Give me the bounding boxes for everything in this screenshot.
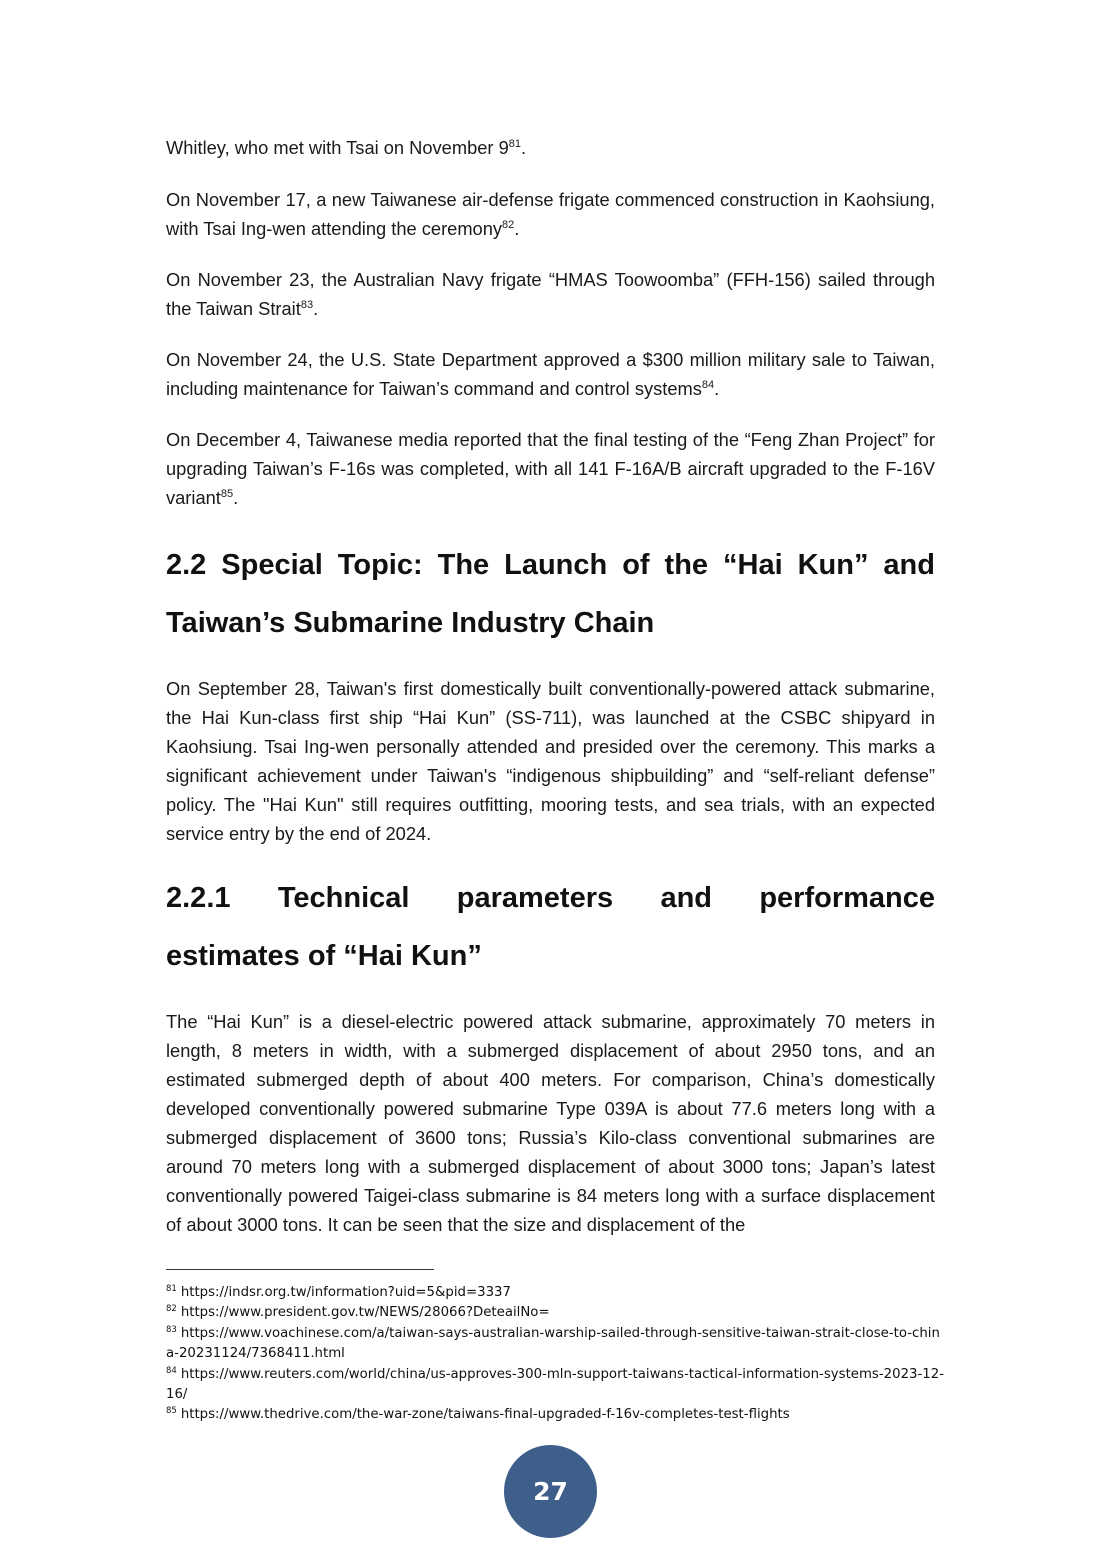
footnote-ref[interactable]: 83	[300, 299, 314, 311]
paragraph-tail: .	[233, 487, 239, 508]
page-number-badge: 27	[504, 1445, 597, 1538]
footnote-number: 84	[166, 1365, 177, 1376]
footnote-link[interactable]: https://www.president.gov.tw/NEWS/28066?DeteailNo=	[180, 1305, 550, 1321]
footnote-link[interactable]: https://www.reuters.com/world/china/us-approves-300-mln-support-taiwans-tactical-information-systems-2023-12-16/	[166, 1366, 945, 1403]
footnote-number: 83	[166, 1324, 177, 1335]
footnote-link[interactable]: https://www.voachinese.com/a/taiwan-says-australian-warship-sailed-through-sensitive-taiwan-strait-close-to-china-20231124/7368411.html	[166, 1325, 940, 1362]
section-body-paragraph: On September 28, Taiwan's first domestically built conventionally-powered attack submarine, the Hai Kun-class first ship “Hai Kun” (SS-711), was launched at the CSBC shipyard in Kaohsiung. Tsai Ing-wen personally attended and presided over the ceremony. This marks a significant achievement under Taiwan's “indigenous shipbuilding” and “self-reliant defense” policy. The "Hai Kun" still requires outfitting, mooring tests, and sea trials, with an expected service entry by the end of 2024.	[166, 678, 935, 844]
paragraph-hmas-toowoomba	[166, 265, 935, 323]
footnote-ref[interactable]: 85	[220, 488, 234, 500]
footnote-ref[interactable]: 81	[508, 138, 521, 150]
section-heading-line2: Taiwan’s Submarine Industry Chain	[166, 607, 655, 639]
footnote-number: 85	[166, 1406, 177, 1417]
subsection-body-paragraph: The “Hai Kun” is a diesel-electric powered attack submarine, approximately 70 meters in length, 8 meters in width, with a submerged displacement of about 2950 tons, and an estimated submerged depth of about 400 meters. For comparison, China’s domestically developed conventionally powered submarine Type 039A is about 77.6 meters long with a submerged displacement of 3600 tons; Russia’s Kilo-class conventional submarines are around 70 meters long with a submerged displacement of about 3000 tons; Japan’s latest conventionally powered Taigei-class submarine is 84 meters long with a surface displacement of about 3000 tons. It can be seen that the size and displacement of the	[166, 1011, 935, 1235]
paragraph-text: On November 23, the Australian Navy frigate “HMAS Toowoomba” (FFH-156) sailed through the Taiwan Strait	[166, 269, 935, 319]
footnote-number: 82	[166, 1304, 177, 1315]
footnote-link[interactable]: https://www.thedrive.com/the-war-zone/taiwans-final-upgraded-f-16v-completes-test-flights	[180, 1407, 790, 1423]
paragraph-tail: .	[714, 378, 720, 399]
subsection-heading-line2: estimates of “Hai Kun”	[166, 940, 482, 972]
footnote-ref[interactable]: 82	[502, 219, 515, 231]
subsection-heading-line1: 2.2.1 Technical parameters and performance	[166, 882, 935, 914]
paragraph-frigate-construction	[166, 185, 935, 243]
paragraph-tail: .	[521, 137, 527, 158]
footnote-item	[166, 1324, 946, 1365]
footnote-item	[166, 1365, 946, 1406]
paragraph-feng-zhan	[166, 425, 935, 512]
footnote-item	[166, 1283, 946, 1303]
footnote-link[interactable]: https://indsr.org.tw/information?uid=5&pid=3337	[180, 1285, 511, 1300]
footnote-ref[interactable]: 84	[701, 379, 715, 391]
footnote-item	[166, 1303, 946, 1323]
paragraph-military-sale	[166, 345, 935, 403]
section-heading-line1: 2.2 Special Topic: The Launch of the “Hai Kun” and	[166, 549, 935, 581]
paragraph-text: On November 17, a new Taiwanese air-defense frigate commenced construction in Kaohsiung, with Tsai Ing-wen attending the ceremony	[166, 189, 935, 239]
paragraph-whitley	[166, 133, 935, 162]
paragraph-text: On December 4, Taiwanese media reported that the final testing of the “Feng Zhan Project” for upgrading Taiwan’s F-16s was completed, with all 141 F-16A/B aircraft upgraded to the F-16V variant	[166, 429, 935, 508]
paragraph-text: Whitley, who met with Tsai on November 9	[166, 137, 509, 158]
footnote-list	[166, 1283, 946, 1426]
paragraph-tail: .	[313, 298, 319, 319]
paragraph-text: On November 24, the U.S. State Department approved a $300 million military sale to Taiwan, including maintenance for Taiwan’s command and control systems	[166, 349, 935, 399]
footnote-item	[166, 1405, 946, 1425]
footnote-number: 81	[166, 1284, 177, 1294]
paragraph-tail: .	[514, 218, 520, 239]
footnote-divider	[166, 1269, 434, 1270]
